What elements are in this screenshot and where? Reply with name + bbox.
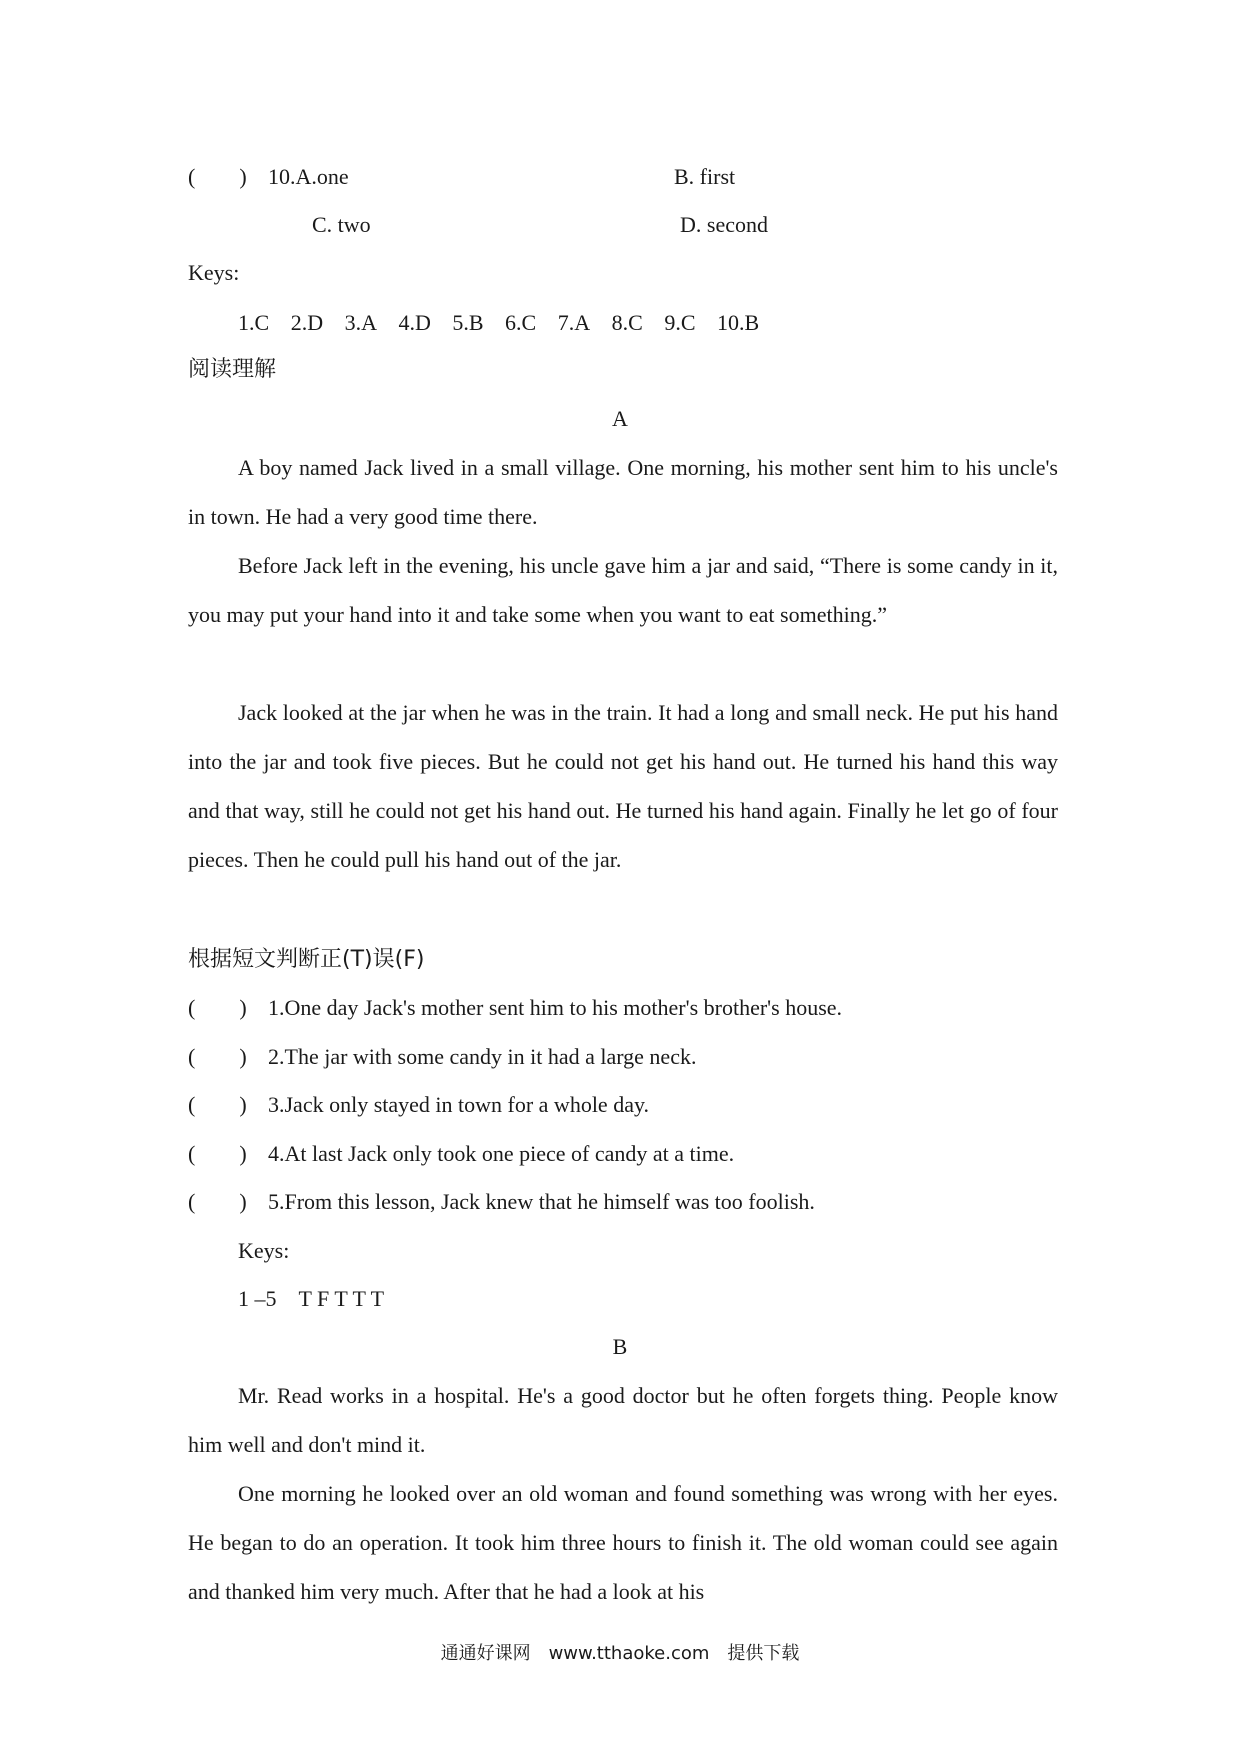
tf-instruction: 根据短文判断正(T)误(F) [188,947,425,972]
page-footer: 通通好课网 www.tthaoke.com 提供下载 [440,1643,800,1664]
key-item: 8.C [611,310,643,335]
key-item: 5.B [452,310,484,335]
tf-question-text: 2.The jar with some candy in it had a large neck. [268,1044,697,1069]
tf-question [188,1090,649,1120]
answer-paren: ( ) [188,1092,247,1117]
key-item: 2.D [290,310,324,335]
option-c: C. two [312,212,371,237]
answer-paren: ( ) [188,1141,247,1166]
passage-b-paragraph-2: One morning he looked over an old woman and found something was wrong with her eyes. He began to do an operation. It took him three hours to finish it. The old woman could see again and thanked him very much. After that he had a look at his [188,1481,1058,1604]
passage-b-paragraph-1: Mr. Read works in a hospital. He's a good doctor but he often forgets thing. People know him well and don't mind it. [188,1383,1058,1457]
tf-question-text: 5.From this lesson, Jack knew that he himself was too foolish. [268,1189,815,1214]
passage-a-paragraph-1: A boy named Jack lived in a small village. One morning, his mother sent him to his uncle's in town. He had a very good time there. [188,455,1058,529]
tf-question-text: 4.At last Jack only took one piece of candy at a time. [268,1141,735,1166]
tf-question-text: 1.One day Jack's mother sent him to his mother's brother's house. [268,995,843,1020]
keys-answers: 1 –5 T F T T T [238,1286,385,1311]
key-item: 6.C [505,310,537,335]
tf-question [188,1139,734,1169]
option-a: 10.A.one [268,164,349,189]
keys-label: Keys: [238,1238,290,1263]
tf-question [188,1042,696,1072]
tf-question [188,1187,815,1217]
answer-paren: ( ) [188,995,247,1020]
section-title: 阅读理解 [188,357,277,382]
key-item: 3.A [344,310,377,335]
option-b: B. first [674,164,736,189]
passage-a-paragraph-3: Jack looked at the jar when he was in the train. It had a long and small neck. He put his hand into the jar and took five pieces. But he could not get his hand out. He turned his hand this way and that way, still he could not get his hand out. He turned his hand again. Finally he let go of four pieces. Then he could pull his hand out of the jar. [188,700,1058,872]
tf-question [188,993,842,1023]
passage-a-paragraph-2: Before Jack left in the evening, his uncle gave him a jar and said, “There is some candy in it, you may put your hand into it and take some when you want to eat something.” [188,553,1058,627]
passage-a-heading: A [612,406,628,431]
question-10-row [188,162,349,192]
option-d: D. second [680,212,768,237]
key-item: 10.B [717,310,760,335]
answer-paren: ( ) [188,1189,247,1214]
key-item: 9.C [664,310,696,335]
answer-paren: ( ) [188,164,247,189]
keys-answers [238,308,775,338]
keys-label: Keys: [188,260,240,285]
key-item: 1.C [238,310,270,335]
answer-paren: ( ) [188,1044,247,1069]
key-item: 7.A [557,310,591,335]
passage-b-heading: B [612,1334,628,1359]
key-item: 4.D [398,310,431,335]
tf-question-text: 3.Jack only stayed in town for a whole day. [268,1092,650,1117]
